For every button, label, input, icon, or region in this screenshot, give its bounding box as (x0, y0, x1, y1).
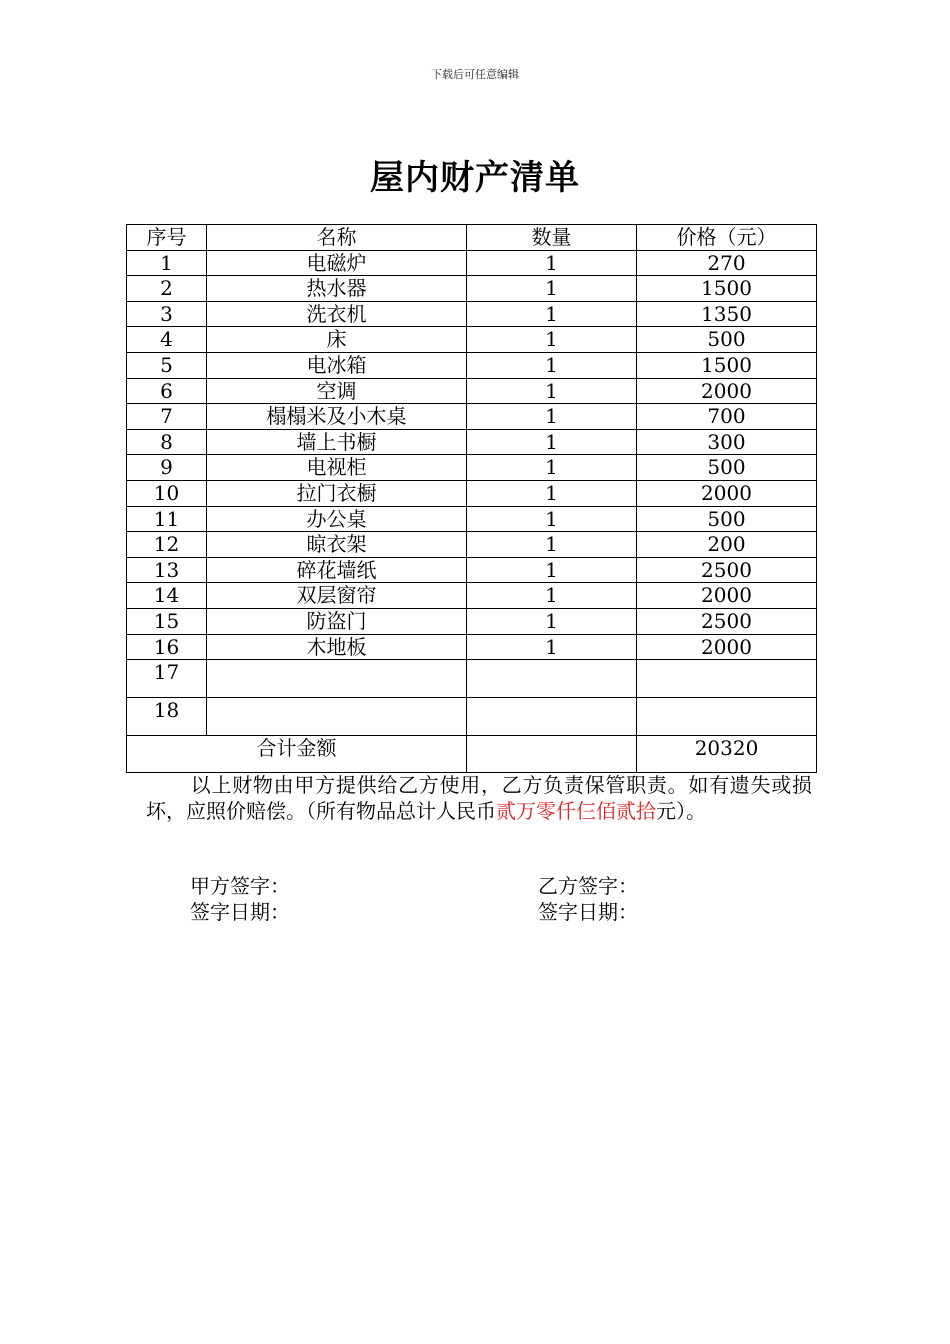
empty-cell (207, 698, 467, 736)
row-index: 14 (127, 583, 207, 609)
row-name: 晾衣架 (207, 532, 467, 558)
table-row (127, 660, 817, 698)
empty-cell (637, 698, 817, 736)
table-row (127, 480, 817, 506)
row-name: 榻榻米及小木桌 (207, 404, 467, 430)
row-price: 2000 (637, 583, 817, 609)
table-body (127, 250, 817, 736)
party-b-date-label: 签字日期： (538, 900, 638, 924)
row-price: 270 (637, 250, 817, 276)
row-name: 空调 (207, 378, 467, 404)
row-price: 2000 (637, 378, 817, 404)
table-row (127, 506, 817, 532)
row-index: 15 (127, 608, 207, 634)
row-name: 办公桌 (207, 506, 467, 532)
row-price: 500 (637, 455, 817, 481)
table-row (127, 532, 817, 558)
row-name: 墙上书橱 (207, 429, 467, 455)
row-quantity: 1 (467, 608, 637, 634)
row-name: 电视柜 (207, 455, 467, 481)
row-quantity: 1 (467, 583, 637, 609)
row-quantity: 1 (467, 634, 637, 660)
row-quantity: 1 (467, 557, 637, 583)
total-value: 20320 (637, 736, 817, 773)
row-quantity: 1 (467, 352, 637, 378)
row-index: 3 (127, 301, 207, 327)
header-name: 名称 (207, 225, 467, 251)
row-index: 10 (127, 480, 207, 506)
row-price: 2500 (637, 557, 817, 583)
row-price: 1500 (637, 352, 817, 378)
row-index: 17 (127, 660, 207, 698)
row-index: 8 (127, 429, 207, 455)
total-row (127, 736, 817, 773)
header-index: 序号 (127, 225, 207, 251)
row-name: 电冰箱 (207, 352, 467, 378)
row-price: 1500 (637, 276, 817, 302)
row-index: 7 (127, 404, 207, 430)
row-index: 13 (127, 557, 207, 583)
row-name: 床 (207, 327, 467, 353)
liability-paragraph (146, 772, 812, 824)
row-price: 2000 (637, 480, 817, 506)
row-quantity: 1 (467, 429, 637, 455)
row-price: 1350 (637, 301, 817, 327)
table-row (127, 698, 817, 736)
inventory-table (126, 224, 817, 773)
party-a-signature-label: 甲方签字： (190, 874, 290, 898)
row-price: 500 (637, 327, 817, 353)
table-row (127, 557, 817, 583)
party-a-date-label: 签字日期： (190, 900, 290, 924)
row-index: 16 (127, 634, 207, 660)
paragraph-end: 元）。 (656, 799, 706, 823)
row-name: 双层窗帘 (207, 583, 467, 609)
empty-cell (467, 698, 637, 736)
row-name: 防盗门 (207, 608, 467, 634)
row-index: 9 (127, 455, 207, 481)
header-price: 价格（元） (637, 225, 817, 251)
party-b-signature-label: 乙方签字： (538, 874, 638, 898)
row-price: 200 (637, 532, 817, 558)
row-index: 1 (127, 250, 207, 276)
table-row (127, 301, 817, 327)
row-quantity: 1 (467, 506, 637, 532)
table-row (127, 608, 817, 634)
table-row (127, 583, 817, 609)
row-name: 碎花墙纸 (207, 557, 467, 583)
table-row (127, 429, 817, 455)
row-quantity: 1 (467, 327, 637, 353)
row-price: 2500 (637, 608, 817, 634)
table-row (127, 378, 817, 404)
row-index: 6 (127, 378, 207, 404)
header-note: 下载后可任意编辑 (431, 68, 519, 81)
table-row (127, 250, 817, 276)
table-row (127, 276, 817, 302)
row-name: 木地板 (207, 634, 467, 660)
row-price: 300 (637, 429, 817, 455)
row-quantity: 1 (467, 276, 637, 302)
table-header-row (127, 225, 817, 251)
row-name: 洗衣机 (207, 301, 467, 327)
table-row (127, 634, 817, 660)
empty-cell (637, 660, 817, 698)
row-price: 500 (637, 506, 817, 532)
table-row (127, 404, 817, 430)
total-quantity-cell (467, 736, 637, 773)
row-index: 11 (127, 506, 207, 532)
row-quantity: 1 (467, 378, 637, 404)
table-row (127, 352, 817, 378)
row-quantity: 1 (467, 480, 637, 506)
row-quantity: 1 (467, 532, 637, 558)
row-index: 4 (127, 327, 207, 353)
paragraph-text: 以上财物由甲方提供给乙方使用，乙方负责保管职责。如有遗失或损坏，应照价赔偿。（所有物品总计人民币 (146, 773, 812, 823)
row-index: 18 (127, 698, 207, 736)
row-quantity: 1 (467, 250, 637, 276)
page-title: 屋内财产清单 (370, 158, 580, 198)
header-quantity: 数量 (467, 225, 637, 251)
row-index: 5 (127, 352, 207, 378)
table-row (127, 327, 817, 353)
row-quantity: 1 (467, 455, 637, 481)
total-label: 合计金额 (127, 736, 467, 773)
empty-cell (207, 660, 467, 698)
row-quantity: 1 (467, 301, 637, 327)
row-index: 12 (127, 532, 207, 558)
row-name: 电磁炉 (207, 250, 467, 276)
empty-cell (467, 660, 637, 698)
table-row (127, 455, 817, 481)
row-price: 2000 (637, 634, 817, 660)
row-name: 热水器 (207, 276, 467, 302)
row-index: 2 (127, 276, 207, 302)
row-price: 700 (637, 404, 817, 430)
amount-in-words: 贰万零仟仨佰贰拾 (496, 799, 656, 823)
row-quantity: 1 (467, 404, 637, 430)
row-name: 拉门衣橱 (207, 480, 467, 506)
